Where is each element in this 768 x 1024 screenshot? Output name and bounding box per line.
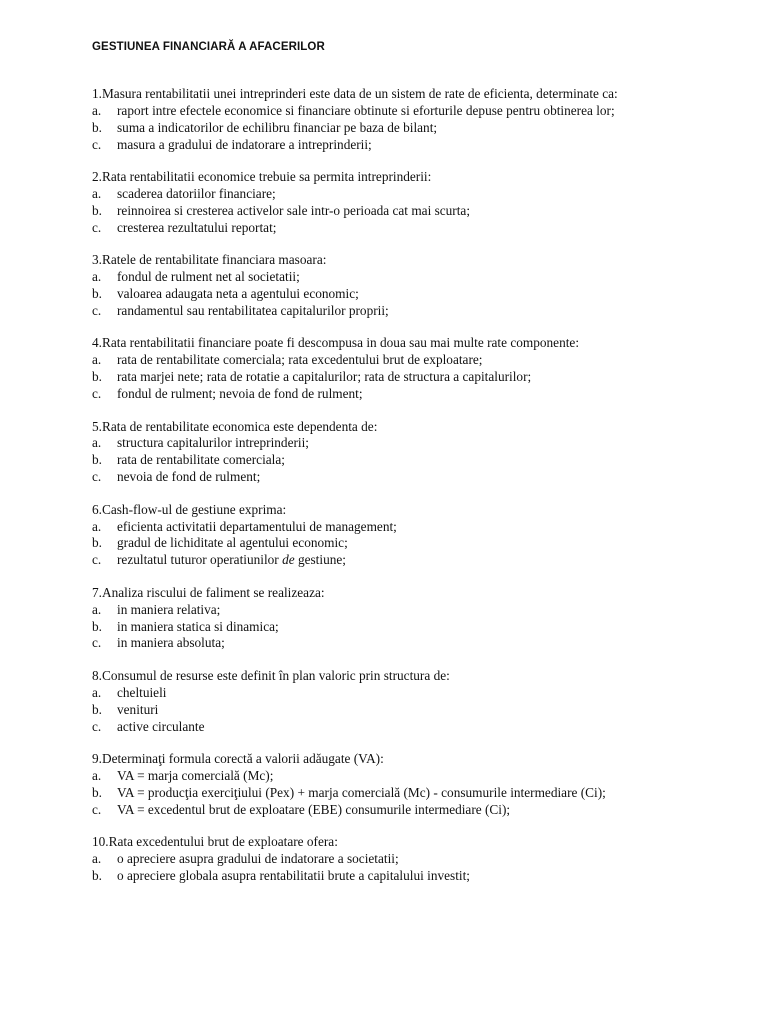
option-a <box>92 269 732 286</box>
option-letter: a. <box>92 518 102 534</box>
option-letter: b. <box>92 119 102 135</box>
question-8 <box>92 668 732 736</box>
question-5 <box>92 419 732 487</box>
option-a <box>92 768 732 785</box>
option-a <box>92 103 732 120</box>
question-text: 5.Rata de rentabilitate economica este dependenta de: <box>92 418 378 434</box>
option-letter: b. <box>92 286 102 302</box>
question-text: 1.Masura rentabilitatii unei intreprinderi este data de un sistem de rate de eficienta, determinate ca: <box>92 86 618 101</box>
option-letter: a. <box>92 102 102 118</box>
option-letter: b. <box>92 701 102 717</box>
question-text: 9.Determinaţi formula corectă a valorii adăugate (VA): <box>92 751 384 766</box>
question-3 <box>92 252 732 320</box>
question-6 <box>92 502 732 570</box>
option-letter: b. <box>92 452 102 468</box>
option-letter: c. <box>92 552 102 568</box>
option-letter: c. <box>92 302 102 318</box>
question-text: 4.Rata rentabilitatii financiare poate fi descompusa in doua sau mai multe rate componente: <box>92 335 580 351</box>
option-text: valoarea adaugata neta a agentului economic; <box>117 286 359 302</box>
option-text: nevoia de fond de rulment; <box>117 469 261 485</box>
option-letter: c. <box>92 718 102 734</box>
option-a <box>92 352 732 369</box>
option-text: o apreciere asupra gradului de indatorare a societatii; <box>117 851 399 867</box>
option-letter: a. <box>92 186 102 202</box>
option-text: o apreciere globala asupra rentabilitatii brute a capitalului investit; <box>117 867 470 883</box>
question-text: 2.Rata rentabilitatii economice trebuie sa permita intreprinderii: <box>92 169 432 185</box>
option-b <box>92 535 732 552</box>
option-a <box>92 602 732 619</box>
option-c <box>92 137 732 154</box>
option-text: in maniera relativa; <box>117 601 221 617</box>
option-letter: c. <box>92 386 102 402</box>
option-text: masura a gradului de indatorare a intreprinderii; <box>117 136 372 152</box>
option-text: eficienta activitatii departamentului de management; <box>117 518 397 534</box>
question-2 <box>92 169 732 237</box>
question-list <box>92 86 732 900</box>
option-text: venituri <box>117 701 159 717</box>
option-text: scaderea datoriilor financiare; <box>117 186 276 202</box>
question-7 <box>92 585 732 653</box>
option-b <box>92 868 732 885</box>
question-9 <box>92 751 732 819</box>
option-c <box>92 552 732 569</box>
option-text: fondul de rulment; nevoia de fond de rulment; <box>117 386 363 402</box>
option-letter: c. <box>92 219 102 235</box>
option-letter: a. <box>92 269 102 285</box>
option-text: VA = producţia exerciţiului (Pex) + marja comercială (Mc) - consumurile intermediare (Ci); <box>117 784 606 800</box>
option-text: VA = marja comercială (Mc); <box>117 767 274 783</box>
option-letter: a. <box>92 684 102 700</box>
option-letter: a. <box>92 352 102 368</box>
option-a <box>92 435 732 452</box>
option-letter: b. <box>92 867 102 883</box>
option-b <box>92 452 732 469</box>
option-c <box>92 220 732 237</box>
option-c <box>92 719 732 736</box>
option-text: rata de rentabilitate comerciala; rata excedentului brut de exploatare; <box>117 352 483 368</box>
option-letter: a. <box>92 435 102 451</box>
option-text: VA = excedentul brut de exploatare (EBE) consumurile intermediare (Ci); <box>117 801 511 817</box>
option-a <box>92 186 732 203</box>
option-c <box>92 303 732 320</box>
question-10 <box>92 834 732 885</box>
option-text: reinnoirea si cresterea activelor sale intr-o perioada cat mai scurta; <box>117 202 471 218</box>
option-a <box>92 851 732 868</box>
option-text: rata de rentabilitate comerciala; <box>117 452 285 468</box>
option-text: randamentul sau rentabilitatea capitalurilor proprii; <box>117 302 389 318</box>
question-text: 10.Rata excedentului brut de exploatare ofera: <box>92 834 338 850</box>
option-c <box>92 802 732 819</box>
option-a <box>92 685 732 702</box>
question-4 <box>92 335 732 403</box>
option-text: structura capitalurilor intreprinderii; <box>117 435 309 451</box>
option-text-italic: de <box>282 552 295 568</box>
option-c <box>92 469 732 486</box>
option-b <box>92 203 732 220</box>
question-1 <box>92 86 732 154</box>
option-b <box>92 702 732 719</box>
option-text: in maniera absoluta; <box>117 635 225 651</box>
option-b <box>92 120 732 137</box>
option-letter: b. <box>92 202 102 218</box>
option-letter: b. <box>92 618 102 634</box>
option-b <box>92 785 732 802</box>
document-title: GESTIUNEA FINANCIARĂ A AFACERILOR <box>92 41 325 53</box>
option-text: cheltuieli <box>117 684 167 700</box>
option-text: suma a indicatorilor de echilibru financiar pe baza de bilant; <box>117 119 438 135</box>
option-letter: c. <box>92 801 102 817</box>
option-c <box>92 635 732 652</box>
option-letter: b. <box>92 535 102 551</box>
option-text: in maniera statica si dinamica; <box>117 618 279 634</box>
option-a <box>92 519 732 536</box>
option-b <box>92 286 732 303</box>
option-letter: a. <box>92 601 102 617</box>
question-text: 8.Consumul de resurse este definit în plan valoric prin structura de: <box>92 667 450 683</box>
option-letter: b. <box>92 369 102 385</box>
option-letter: a. <box>92 851 102 867</box>
option-text-end: gestiune; <box>294 552 346 568</box>
option-letter: c. <box>92 469 102 485</box>
option-letter: c. <box>92 136 102 152</box>
option-letter: c. <box>92 635 102 651</box>
question-text: 6.Cash-flow-ul de gestiune exprima: <box>92 501 287 517</box>
option-text: active circulante <box>117 718 205 734</box>
option-b <box>92 619 732 636</box>
option-letter: a. <box>92 767 102 783</box>
option-text: rata marjei nete; rata de rotatie a capitalurilor; rata de structura a capitalurilor; <box>117 369 532 385</box>
question-text: 3.Ratele de rentabilitate financiara masoara: <box>92 252 327 268</box>
option-text: gradul de lichiditate al agentului economic; <box>117 535 348 551</box>
option-letter: b. <box>92 784 102 800</box>
option-text <box>117 552 732 569</box>
option-text: raport intre efectele economice si financiare obtinute si eforturile depuse pentru obtinerea lor; <box>117 102 615 118</box>
option-b <box>92 369 732 386</box>
question-text: 7.Analiza riscului de faliment se realizeaza: <box>92 584 325 600</box>
option-text-start: rezultatul tuturor operatiunilor <box>117 552 283 568</box>
option-c <box>92 386 732 403</box>
option-text: cresterea rezultatului reportat; <box>117 219 277 235</box>
option-text: fondul de rulment net al societatii; <box>117 269 300 285</box>
